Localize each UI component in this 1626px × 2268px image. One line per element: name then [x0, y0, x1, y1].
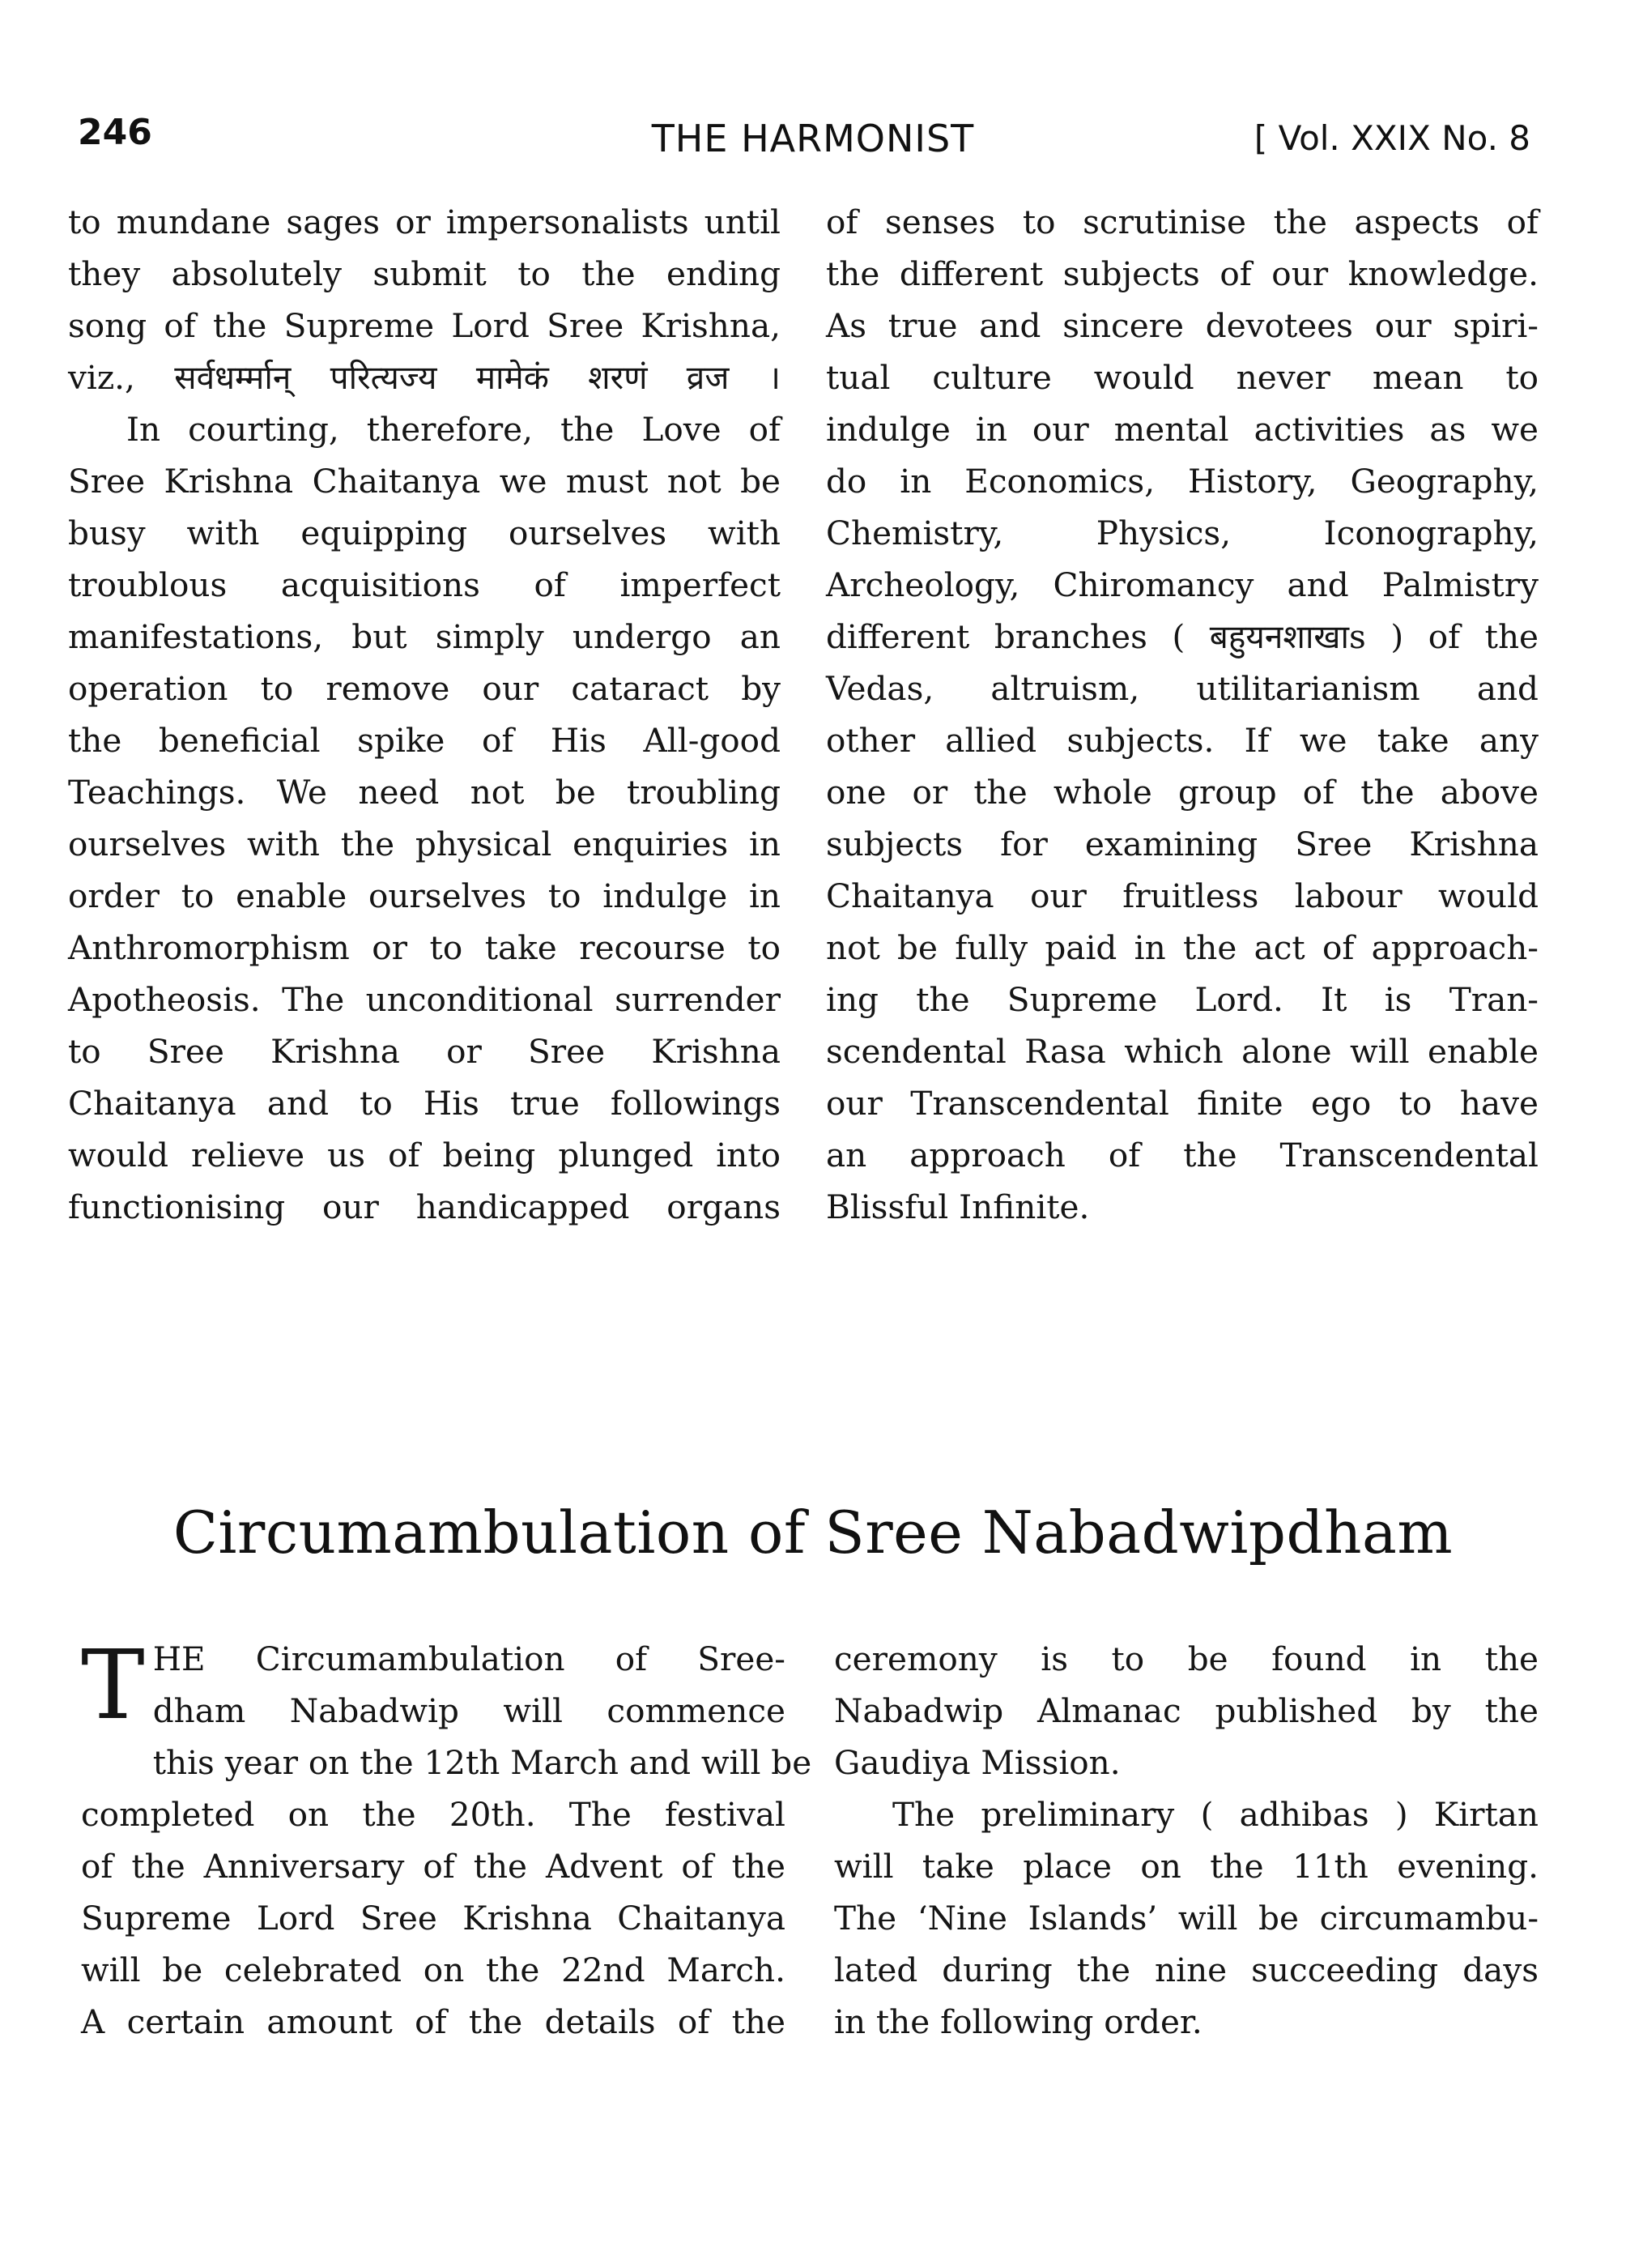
text-line: Nabadwip Almanac published by the	[834, 1691, 1539, 1730]
text-line: would relieve us of being plunged into	[68, 1136, 781, 1174]
text-line: ourselves with the physical enquiries in	[68, 825, 781, 863]
article1-right-column	[826, 196, 1539, 1233]
text-line: As true and sincere devotees our spiri-	[826, 306, 1539, 345]
text-line: song of the Supreme Lord Sree Krishna,	[68, 306, 781, 345]
text-line: functionising our handicapped organs	[68, 1187, 781, 1226]
text-line: indulge in our mental activities as we	[826, 410, 1539, 449]
text-line: the beneficial spike of His All-good	[68, 721, 781, 760]
text-line: tual culture would never mean to	[826, 358, 1539, 397]
running-head: THE HARMONIST	[651, 117, 975, 160]
text-line: lated during the nine succeeding days	[834, 1950, 1539, 1989]
article2-left-column	[81, 1629, 812, 2048]
article1-left-column	[68, 196, 781, 1233]
drop-cap: T	[81, 1629, 145, 1741]
text-line: the different subjects of our knowledge.	[826, 254, 1539, 293]
text-line: Archeology, Chiromancy and Palmistry	[826, 565, 1539, 604]
text-line: they absolutely submit to the ending	[68, 254, 781, 293]
text-line: different branches ( बहुयनशाखाs ) of the	[826, 617, 1539, 656]
text-line: Blissful Infinite.	[826, 1187, 1090, 1226]
text-line: Chaitanya our fruitless labour would	[826, 876, 1539, 915]
article2-right-column	[834, 1633, 1539, 2048]
text-line: one or the whole group of the above	[826, 773, 1539, 812]
text-line: our Transcendental finite ego to have	[826, 1084, 1539, 1123]
text-line: this year on the 12th March and will be	[152, 1743, 812, 1782]
text-line: do in Economics, History, Geography,	[826, 462, 1539, 501]
sanskrit-verse-line: viz., सर्वधर्म्मान् परित्यज्य मामेकं शरणं व्रज ।	[68, 358, 781, 397]
text-line: scendental Rasa which alone will enable	[826, 1032, 1539, 1071]
text-line: Anthromorphism or to take recourse to	[68, 928, 781, 967]
text-line: Apotheosis. The unconditional surrender	[68, 980, 781, 1019]
text-line: Vedas, altruism, utilitarianism and	[826, 669, 1539, 708]
text-line: Chemistry, Physics, Iconography,	[826, 514, 1539, 552]
text-line: of senses to scrutinise the aspects of	[826, 202, 1539, 241]
text-line: of the Anniversary of the Advent of the	[81, 1847, 785, 1886]
text-line: operation to remove our cataract by	[68, 669, 781, 708]
text-line: manifestations, but simply undergo an	[68, 617, 781, 656]
text-line: Chaitanya and to His true followings	[68, 1084, 781, 1123]
text-line: to Sree Krishna or Sree Krishna	[68, 1032, 781, 1071]
text-line: Teachings. We need not be troubling	[68, 773, 781, 812]
text-line: order to enable ourselves to indulge in	[68, 876, 781, 915]
issue-info: [ Vol. XXIX No. 8	[1254, 118, 1530, 158]
text-line: completed on the 20th. The festival	[81, 1795, 785, 1834]
text-line: HE Circumambulation of Sree-	[152, 1639, 785, 1678]
text-line: will be celebrated on the 22nd March.	[81, 1950, 785, 1989]
text-line: in the following order.	[834, 2002, 1202, 2041]
text-line: dham Nabadwip will commence	[152, 1691, 785, 1730]
page-number: 246	[78, 112, 152, 153]
text-line: A certain amount of the details of the	[81, 2002, 785, 2041]
text-line: Gaudiya Mission.	[834, 1743, 1121, 1782]
text-line: The ‘Nine Islands’ will be circumambu-	[834, 1899, 1539, 1938]
text-line: ceremony is to be found in the	[834, 1639, 1539, 1678]
text-line: busy with equipping ourselves with	[68, 514, 781, 552]
article-title: Circumambulation of Sree Nabadwipdham	[172, 1498, 1454, 1567]
text-line: In courting, therefore, the Love of	[126, 410, 781, 449]
text-line: will take place on the 11th evening.	[834, 1847, 1539, 1886]
text-line: to mundane sages or impersonalists until	[68, 202, 781, 241]
text-line: Sree Krishna Chaitanya we must not be	[68, 462, 781, 501]
text-line: troublous acquisitions of imperfect	[68, 565, 781, 604]
text-line: an approach of the Transcendental	[826, 1136, 1539, 1174]
text-line: not be fully paid in the act of approach-	[826, 928, 1539, 967]
text-line: The preliminary ( adhibas ) Kirtan	[892, 1795, 1539, 1834]
text-line: Supreme Lord Sree Krishna Chaitanya	[81, 1899, 785, 1938]
text-line: ing the Supreme Lord. It is Tran-	[826, 980, 1539, 1019]
text-line: other allied subjects. If we take any	[826, 721, 1539, 760]
text-line: subjects for examining Sree Krishna	[826, 825, 1539, 863]
